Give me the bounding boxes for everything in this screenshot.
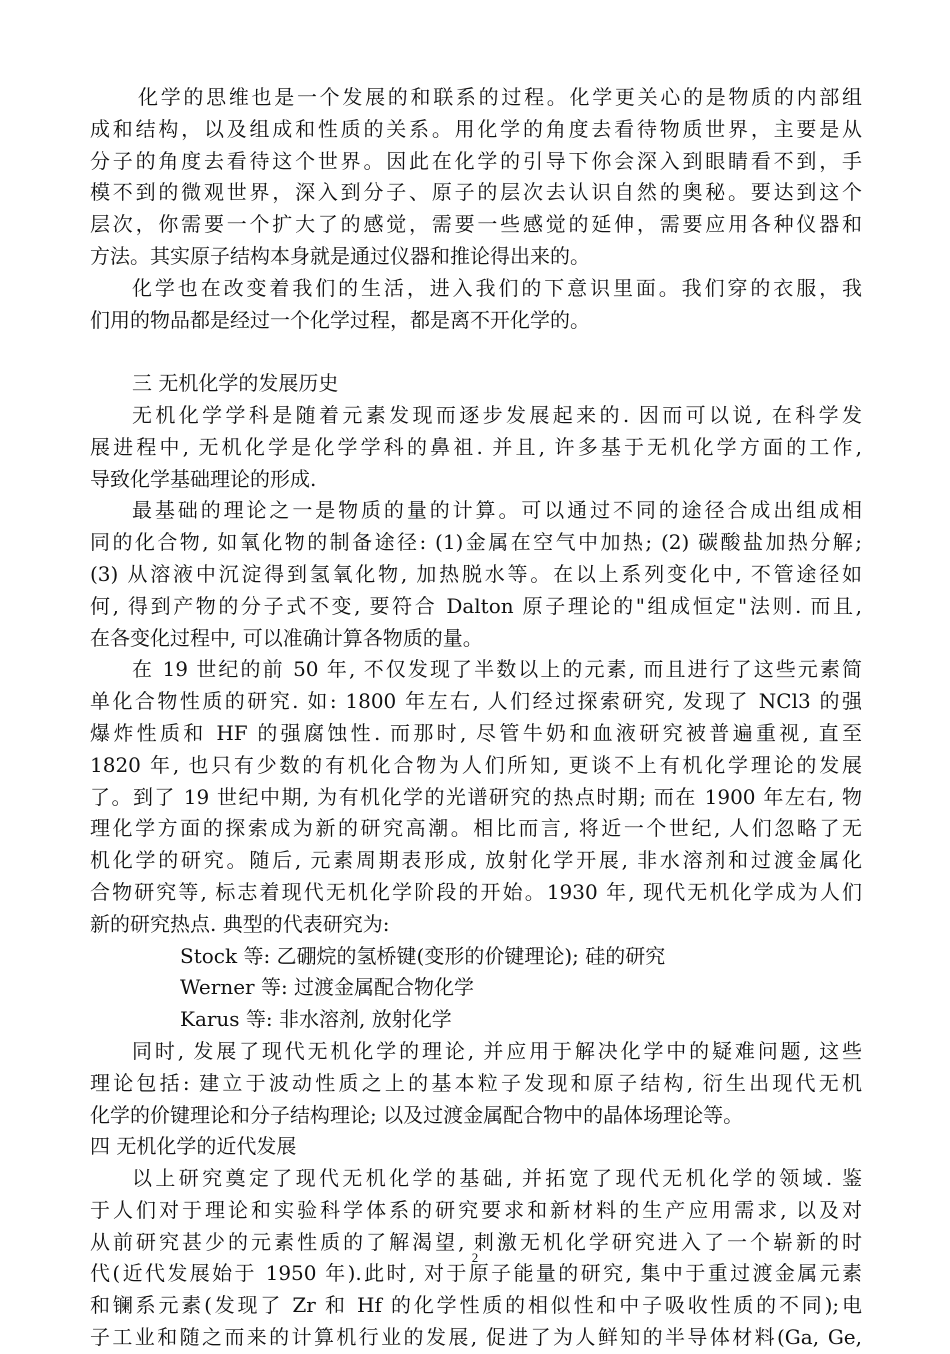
text-line: 在各变化过程中, 可以准确计算各物质的量。 xyxy=(90,625,483,650)
text-line: (3) 从溶液中沉淀得到氢氧化物, 加热脱水等。在以上系列变化中, 不管途径如 xyxy=(90,561,862,586)
text-line: 何, 得到产物的分子式不变, 要符合 Dalton 原子理论的"组成恒定"法则. 而且, xyxy=(90,593,862,618)
text-line: Werner 等: 过渡金属配合物化学 xyxy=(180,975,475,1000)
text-line: 和镧系元素(发现了 Zr 和 Hf 的化学性质的相似性和中子吸收性质的不同);电 xyxy=(90,1293,862,1318)
text-line: 同时, 发展了现代无机化学的理论, 并应用于解决化学中的疑难问题, 这些 xyxy=(132,1038,862,1063)
text-line: 分子的角度去看待这个世界。因此在化学的引导下你会深入到眼睛看不到，手 xyxy=(90,148,862,173)
text-line: 导致化学基础理论的形成. xyxy=(90,466,317,491)
section-heading: 四 无机化学的近代发展 xyxy=(90,1134,297,1159)
text-line: 们用的物品都是经过一个化学过程，都是离不开化学的。 xyxy=(90,307,590,332)
text-line: 同的化合物, 如氧化物的制备途径: (1)金属在空气中加热; (2) 碳酸盐加热分解; xyxy=(90,530,862,555)
text-line: 机化学的研究。随后, 元素周期表形成, 放射化学开展, 非水溶剂和过渡金属化 xyxy=(90,848,862,873)
spacer xyxy=(90,336,862,368)
text-line: 单化合物性质的研究. 如: 1800 年左右, 人们经过探索研究, 发现了 NCl3 的强 xyxy=(90,689,862,714)
text-line: 在 19 世纪的前 50 年, 不仅发现了半数以上的元素, 而且进行了这些元素简 xyxy=(132,657,862,682)
text-line: 方法。其实原子结构本身就是通过仪器和推论得出来的。 xyxy=(90,243,590,268)
text-line: 于人们对于理论和实验科学体系的研究要求和新材料的生产应用需求, 以及对 xyxy=(90,1197,862,1222)
text-line: 以上研究奠定了现代无机化学的基础, 并拓宽了现代无机化学的领域. 鉴 xyxy=(132,1166,862,1191)
text-line: 子工业和随之而来的计算机行业的发展, 促进了为人鲜知的半导体材料(Ga, Ge, xyxy=(90,1325,862,1350)
text-line: 合物研究等, 标志着现代无机化学阶段的开始。1930 年, 现代无机化学成为人们 xyxy=(90,879,862,904)
text-line: 化学也在改变着我们的生活，进入我们的下意识里面。我们穿的衣服，我 xyxy=(132,275,862,300)
text-line: 化学的价键理论和分子结构理论; 以及过渡金属配合物中的晶体场理论等。 xyxy=(90,1102,744,1127)
text-line: 理论包括: 建立于波动性质之上的基本粒子发现和原子结构, 衍生出现代无机 xyxy=(90,1070,862,1095)
text-line: 最基础的理论之一是物质的量的计算。可以通过不同的途径合成出组成相 xyxy=(132,498,862,523)
text-line: 层次，你需要一个扩大了的感觉，需要一些感觉的延伸，需要应用各种仪器和 xyxy=(90,212,862,237)
text-line: 理化学方面的探索成为新的研究高潮。相比而言, 将近一个世纪, 人们忽略了无 xyxy=(90,816,862,841)
text-line: 1820 年, 也只有少数的有机化合物为人们所知, 更谈不上有机化学理论的发展 xyxy=(90,752,862,777)
text-line: 从前研究甚少的元素性质的了解渴望, 刺激无机化学研究进入了一个崭新的时 xyxy=(90,1229,862,1254)
text-line: 模不到的微观世界，深入到分子、原子的层次去认识自然的奥秘。要达到这个 xyxy=(90,180,862,205)
text-line: 了。到了 19 世纪中期, 为有机化学的光谱研究的热点时期; 而在 1900 年左右, 物 xyxy=(90,784,862,809)
text-line: 化学的思维也是一个发展的和联系的过程。化学更关心的是物质的内部组 xyxy=(138,85,862,109)
text-line: 展进程中, 无机化学是化学学科的鼻祖. 并且, 许多基于无机化学方面的工作, xyxy=(90,434,862,459)
text-line: 代(近代发展始于 1950 年).此时, 对于原子能量的研究, 集中于重过渡金属元素 xyxy=(90,1261,862,1286)
text-line: 爆炸性质和 HF 的强腐蚀性. 而那时, 尽管牛奶和血液研究被普遍重视, 直至 xyxy=(90,720,862,745)
text-line: 新的研究热点. 典型的代表研究为: xyxy=(90,911,390,936)
page-number: 2 xyxy=(471,1250,479,1265)
text-line: 无机化学学科是随着元素发现而逐步发展起来的. 因而可以说, 在科学发 xyxy=(132,402,862,427)
text-line: Stock 等: 乙硼烷的氢桥键(变形的价键理论); 硅的研究 xyxy=(180,943,666,968)
document-body xyxy=(90,82,862,1354)
text-line: Karus 等: 非水溶剂, 放射化学 xyxy=(180,1007,452,1032)
section-heading: 三 无机化学的发展历史 xyxy=(132,371,339,396)
text-line: 成和结构，以及组成和性质的关系。用化学的角度去看待物质世界，主要是从 xyxy=(90,116,862,141)
